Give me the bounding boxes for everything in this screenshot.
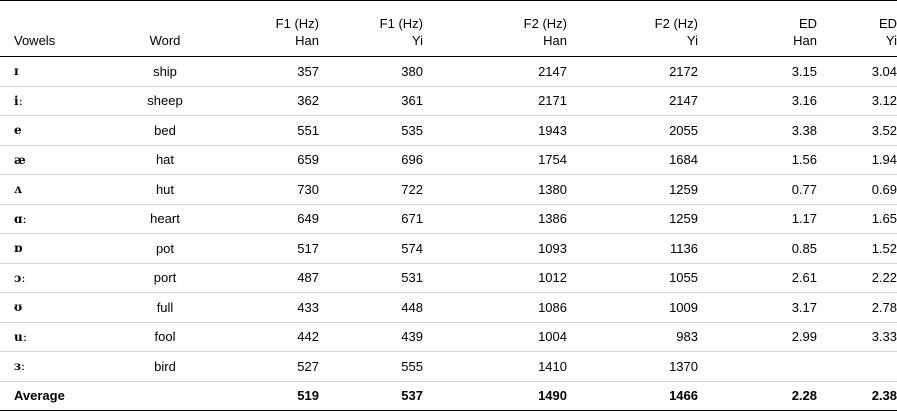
cell-f2-yi: 1259: [567, 175, 698, 205]
cell-f2-han: 2147: [423, 57, 567, 87]
table-row: [0, 293, 897, 323]
column-header-line1: ED: [878, 16, 897, 31]
column-header-ed-yi: [817, 1, 897, 57]
column-header-line1: F1 (Hz): [275, 16, 319, 31]
cell-f2-han: 1380: [423, 175, 567, 205]
cell-ed-yi: 2.22: [817, 263, 897, 293]
cell-f1-han: 649: [219, 204, 319, 234]
column-header-line2: Yi: [885, 33, 897, 48]
cell-f2-yi: 1370: [567, 352, 698, 382]
cell-vowel: uː: [0, 322, 111, 352]
average-cell-ed-yi: 2.38: [817, 381, 897, 411]
column-header-line2: Yi: [411, 33, 423, 48]
table-row: [0, 234, 897, 264]
cell-f2-yi: 983: [567, 322, 698, 352]
cell-f2-han: 1943: [423, 116, 567, 146]
cell-ed-yi: 1.65: [817, 204, 897, 234]
column-header-word: [111, 1, 219, 57]
cell-word: sheep: [111, 86, 219, 116]
cell-ed-han: 0.85: [698, 234, 817, 264]
column-header-line1: F1 (Hz): [379, 16, 423, 31]
column-header-line1: F2 (Hz): [523, 16, 567, 31]
cell-f1-yi: 380: [319, 57, 423, 87]
cell-ed-han: [698, 352, 817, 382]
cell-ed-yi: 2.78: [817, 293, 897, 323]
cell-f2-yi: 1055: [567, 263, 698, 293]
cell-f1-yi: 671: [319, 204, 423, 234]
cell-f1-yi: 361: [319, 86, 423, 116]
cell-ed-yi: 1.94: [817, 145, 897, 175]
cell-ed-han: 1.56: [698, 145, 817, 175]
table-row: [0, 57, 897, 87]
average-cell-word: [111, 381, 219, 411]
cell-f1-han: 551: [219, 116, 319, 146]
cell-vowel: ɪ: [0, 57, 111, 87]
column-header-line1: F2 (Hz): [654, 16, 698, 31]
cell-vowel: ɑː: [0, 204, 111, 234]
cell-f1-yi: 439: [319, 322, 423, 352]
table-header: [0, 1, 897, 57]
cell-f2-han: 2171: [423, 86, 567, 116]
cell-f2-yi: 1259: [567, 204, 698, 234]
cell-word: bird: [111, 352, 219, 382]
cell-f1-yi: 448: [319, 293, 423, 323]
column-header-f2-yi: [567, 1, 698, 57]
cell-f2-han: 1754: [423, 145, 567, 175]
table-body: [0, 57, 897, 411]
average-cell-f1-han: 519: [219, 381, 319, 411]
cell-f1-han: 517: [219, 234, 319, 264]
cell-f2-han: 1093: [423, 234, 567, 264]
column-header-ed-han: [698, 1, 817, 57]
cell-f1-han: 487: [219, 263, 319, 293]
cell-ed-yi: [817, 352, 897, 382]
column-header-line1: [111, 15, 219, 32]
cell-word: heart: [111, 204, 219, 234]
cell-ed-yi: 3.12: [817, 86, 897, 116]
cell-word: bed: [111, 116, 219, 146]
column-header-line2: Yi: [686, 33, 698, 48]
cell-word: hut: [111, 175, 219, 205]
cell-ed-han: 2.99: [698, 322, 817, 352]
cell-word: hat: [111, 145, 219, 175]
cell-ed-yi: 3.33: [817, 322, 897, 352]
cell-f1-yi: 722: [319, 175, 423, 205]
table-row: [0, 145, 897, 175]
cell-ed-han: 0.77: [698, 175, 817, 205]
cell-f1-yi: 696: [319, 145, 423, 175]
column-header-line2: Han: [543, 33, 567, 48]
table-row: [0, 116, 897, 146]
average-cell-vowel: Average: [0, 381, 111, 411]
column-header-line1: [14, 15, 111, 32]
table-row: [0, 322, 897, 352]
cell-f2-yi: 1684: [567, 145, 698, 175]
cell-f2-han: 1386: [423, 204, 567, 234]
cell-ed-yi: 3.52: [817, 116, 897, 146]
cell-ed-han: 2.61: [698, 263, 817, 293]
average-cell-f1-yi: 537: [319, 381, 423, 411]
cell-f1-yi: 535: [319, 116, 423, 146]
cell-vowel: e: [0, 116, 111, 146]
cell-vowel: ʌ: [0, 175, 111, 205]
cell-ed-han: 3.16: [698, 86, 817, 116]
cell-word: fool: [111, 322, 219, 352]
cell-word: pot: [111, 234, 219, 264]
cell-f1-han: 433: [219, 293, 319, 323]
table-row: [0, 86, 897, 116]
column-header-line1: ED: [798, 16, 817, 31]
column-header-line2: Han: [295, 33, 319, 48]
cell-word: full: [111, 293, 219, 323]
table-row: [0, 204, 897, 234]
average-cell-f2-han: 1490: [423, 381, 567, 411]
cell-ed-yi: 1.52: [817, 234, 897, 264]
cell-f1-yi: 555: [319, 352, 423, 382]
cell-f2-han: 1086: [423, 293, 567, 323]
cell-vowel: ʊ: [0, 293, 111, 323]
cell-f2-han: 1012: [423, 263, 567, 293]
cell-vowel: ɜː: [0, 352, 111, 382]
cell-ed-han: 1.17: [698, 204, 817, 234]
cell-f1-yi: 574: [319, 234, 423, 264]
cell-f1-han: 730: [219, 175, 319, 205]
cell-ed-yi: 3.04: [817, 57, 897, 87]
cell-f1-han: 527: [219, 352, 319, 382]
column-header-line2: Word: [149, 33, 181, 48]
cell-f1-han: 442: [219, 322, 319, 352]
cell-f1-han: 362: [219, 86, 319, 116]
column-header-vowel: [0, 1, 111, 57]
column-header-line2: Vowels: [14, 33, 56, 48]
cell-ed-han: 3.15: [698, 57, 817, 87]
average-cell-f2-yi: 1466: [567, 381, 698, 411]
table-row: [0, 352, 897, 382]
cell-vowel: iː: [0, 86, 111, 116]
table-row: [0, 263, 897, 293]
table-row: [0, 175, 897, 205]
cell-f1-han: 659: [219, 145, 319, 175]
column-header-f2-han: [423, 1, 567, 57]
cell-ed-han: 3.38: [698, 116, 817, 146]
cell-f2-yi: 2055: [567, 116, 698, 146]
cell-f2-yi: 1136: [567, 234, 698, 264]
column-header-f1-han: [219, 1, 319, 57]
cell-f2-yi: 2147: [567, 86, 698, 116]
average-cell-ed-han: 2.28: [698, 381, 817, 411]
cell-word: port: [111, 263, 219, 293]
cell-f2-han: 1410: [423, 352, 567, 382]
column-header-line2: Han: [793, 33, 817, 48]
header-row: [0, 1, 897, 57]
cell-ed-yi: 0.69: [817, 175, 897, 205]
cell-vowel: æ: [0, 145, 111, 175]
cell-f1-yi: 531: [319, 263, 423, 293]
cell-vowel: ɒ: [0, 234, 111, 264]
cell-f2-yi: 1009: [567, 293, 698, 323]
cell-f2-han: 1004: [423, 322, 567, 352]
cell-f2-yi: 2172: [567, 57, 698, 87]
column-header-f1-yi: [319, 1, 423, 57]
cell-ed-han: 3.17: [698, 293, 817, 323]
cell-f1-han: 357: [219, 57, 319, 87]
cell-vowel: ɔː: [0, 263, 111, 293]
average-row: [0, 381, 897, 411]
cell-word: ship: [111, 57, 219, 87]
